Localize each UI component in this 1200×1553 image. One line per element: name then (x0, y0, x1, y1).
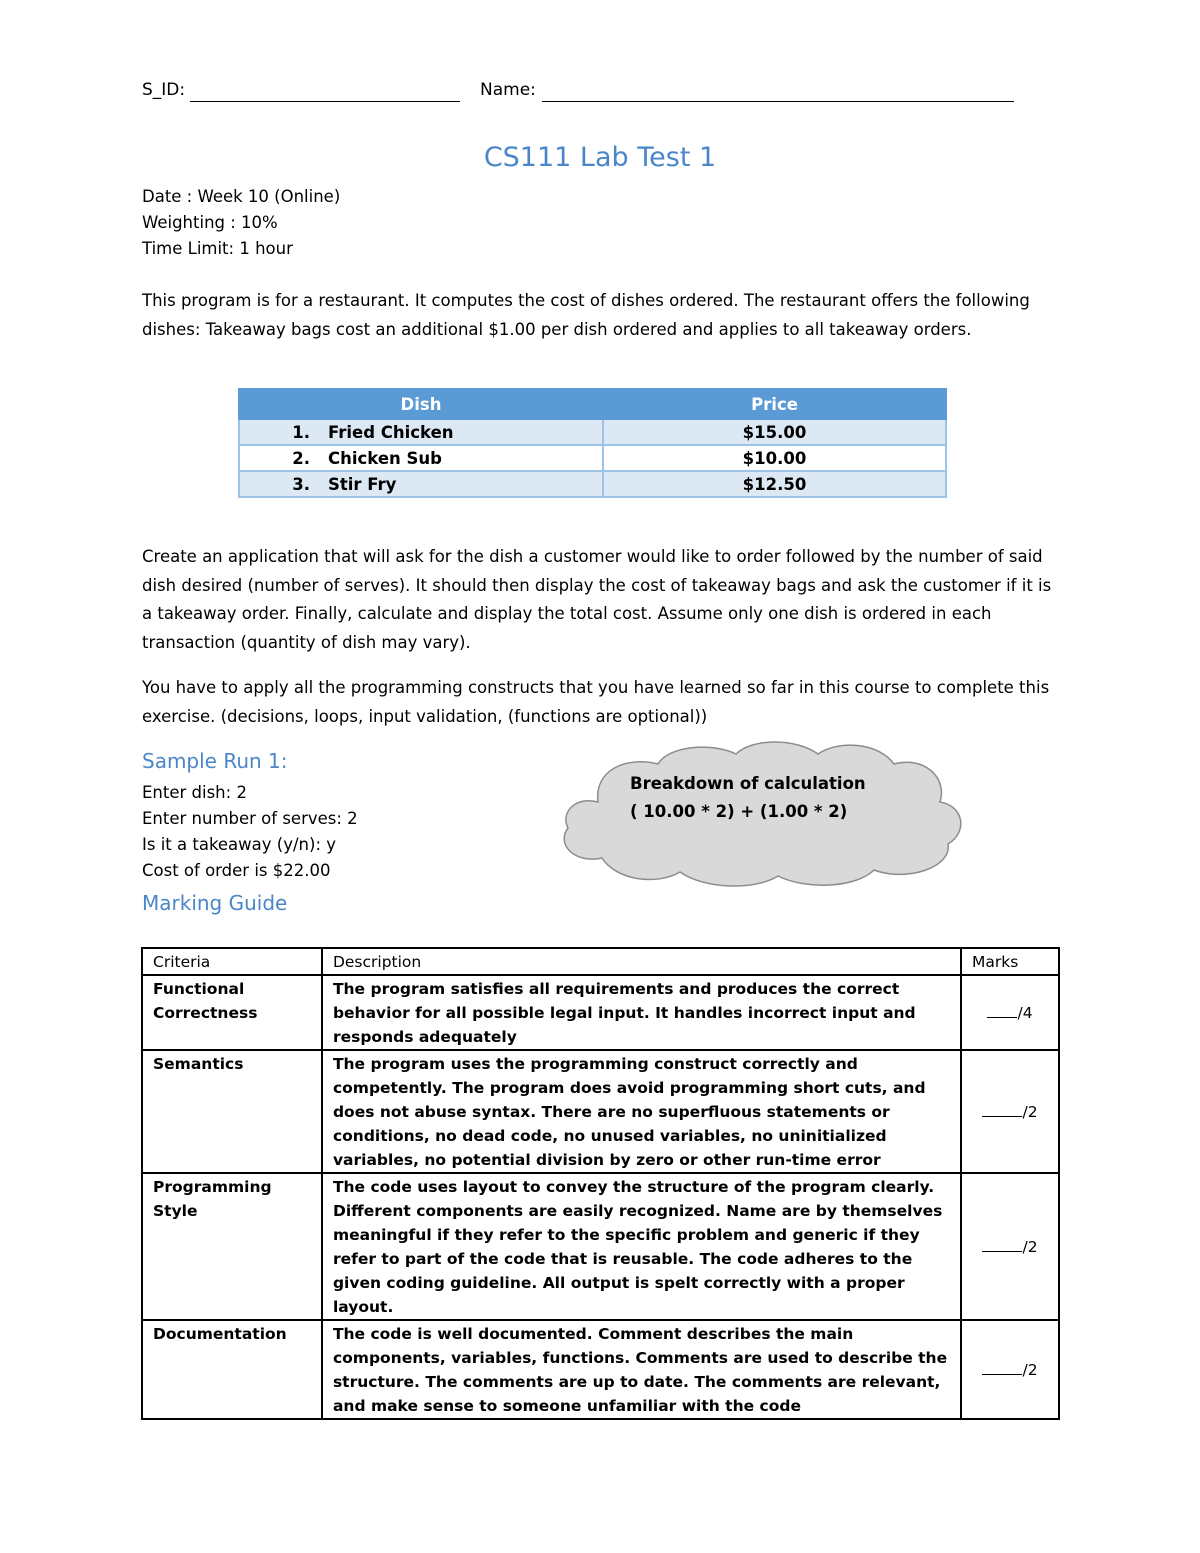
intro-paragraph: This program is for a restaurant. It computes the cost of dishes ordered. The restaurant offers the following dishes: Takeaway bags cost an additional $1.00 per dish ordered and applies to all takeaway orders. (142, 291, 1030, 339)
marks-cell (961, 1050, 1059, 1173)
dish-cell (239, 419, 603, 445)
dish-name: Stir Fry (328, 474, 397, 494)
meta-weighting: Weighting : 10% (142, 213, 278, 232)
criteria-cell: Programming Style (142, 1173, 322, 1320)
criteria-header: Criteria (142, 948, 322, 975)
page-title: CS111 Lab Test 1 (483, 142, 717, 173)
dish-table-header-row (239, 389, 946, 419)
dish-number: 3. (292, 474, 310, 494)
description-cell: The program satisfies all requirements and produces the correct behavior for all possible legal input. It handles incorrect input and responds adequately (322, 975, 961, 1050)
description-cell: The code is well documented. Comment describes the main components, variables, functions. Comments are used to describe the structure. The comments are up to date. The comments are relevant, and make sense to someone unfamiliar with the code (322, 1320, 961, 1419)
cloud-line-1: Breakdown of calculation (630, 774, 866, 793)
sample-run-line: Cost of order is $22.00 (142, 861, 331, 880)
task-paragraph: Create an application that will ask for the dish a customer would like to order followed by the number of said dish desired (number of serves). It should then display the cost of takeaway bags and ask the customer if it is a takeaway order. Finally, calculate and display the total cost. Assume only one dish is ordered in each transaction (quantity of dish may vary). (142, 547, 1052, 652)
table-row (142, 1050, 1059, 1173)
criteria-cell: Semantics (142, 1050, 322, 1173)
dish-cell (239, 471, 603, 497)
price-cell: $12.50 (603, 471, 946, 497)
marks-blank (982, 1360, 1022, 1375)
marks-value: /2 (1022, 1361, 1038, 1379)
marking-guide-heading: Marking Guide (142, 891, 288, 915)
marks-blank (982, 1102, 1022, 1117)
table-row (239, 445, 946, 471)
marks-blank (987, 1003, 1017, 1018)
criteria-cell: Documentation (142, 1320, 322, 1419)
marks-header: Marks (961, 948, 1059, 975)
student-id-blank (190, 101, 460, 102)
meta-time-limit: Time Limit: 1 hour (142, 239, 293, 258)
marks-cell (961, 975, 1059, 1050)
description-header: Description (322, 948, 961, 975)
student-id-label: S_ID: (142, 80, 186, 100)
sample-run-line: Is it a takeaway (y/n): y (142, 835, 337, 854)
constructs-paragraph: You have to apply all the programming constructs that you have learned so far in this course to complete this exercise. (decisions, loops, input validation, (functions are optional)) (142, 678, 1050, 726)
price-cell: $15.00 (603, 419, 946, 445)
dish-name: Chicken Sub (328, 448, 442, 468)
marks-cell (961, 1173, 1059, 1320)
marks-value: /2 (1022, 1238, 1038, 1256)
price-header: Price (603, 389, 946, 419)
table-row (142, 1173, 1059, 1320)
table-row (239, 471, 946, 497)
marking-header-row (142, 948, 1059, 975)
dish-name: Fried Chicken (328, 422, 454, 442)
marks-blank (982, 1237, 1022, 1252)
cloud-line-2: ( 10.00 * 2) + (1.00 * 2) (630, 802, 848, 821)
sample-run-line: Enter dish: 2 (142, 783, 247, 802)
marks-cell (961, 1320, 1059, 1419)
dish-header: Dish (239, 389, 603, 419)
dish-number: 1. (292, 422, 310, 442)
description-cell: The code uses layout to convey the structure of the program clearly. Different components are easily recognized. Name are by themselves meaningful if they refer to the specific problem and generic if they refer to part of the code that is reusable. The code adheres to the given coding guideline. All output is spelt correctly with a proper layout. (322, 1173, 961, 1320)
student-name-blank (542, 101, 1014, 102)
marking-guide-table (141, 947, 1060, 1420)
dish-number: 2. (292, 448, 310, 468)
marks-value: /2 (1022, 1103, 1038, 1121)
student-name-label: Name: (480, 80, 536, 100)
sample-run-heading: Sample Run 1: (142, 749, 288, 773)
price-cell: $10.00 (603, 445, 946, 471)
table-row (142, 1320, 1059, 1419)
dish-price-table (238, 388, 947, 498)
table-row (142, 975, 1059, 1050)
meta-date: Date : Week 10 (Online) (142, 187, 341, 206)
dish-cell (239, 445, 603, 471)
description-cell: The program uses the programming construct correctly and competently. The program does avoid programming short cuts, and does not abuse syntax. There are no superfluous statements or conditions, no dead code, no unused variables, no uninitialized variables, no potential division by zero or other run-time error (322, 1050, 961, 1173)
criteria-cell: Functional Correctness (142, 975, 322, 1050)
sample-run-line: Enter number of serves: 2 (142, 809, 358, 828)
table-row (239, 419, 946, 445)
marks-value: /4 (1017, 1004, 1033, 1022)
